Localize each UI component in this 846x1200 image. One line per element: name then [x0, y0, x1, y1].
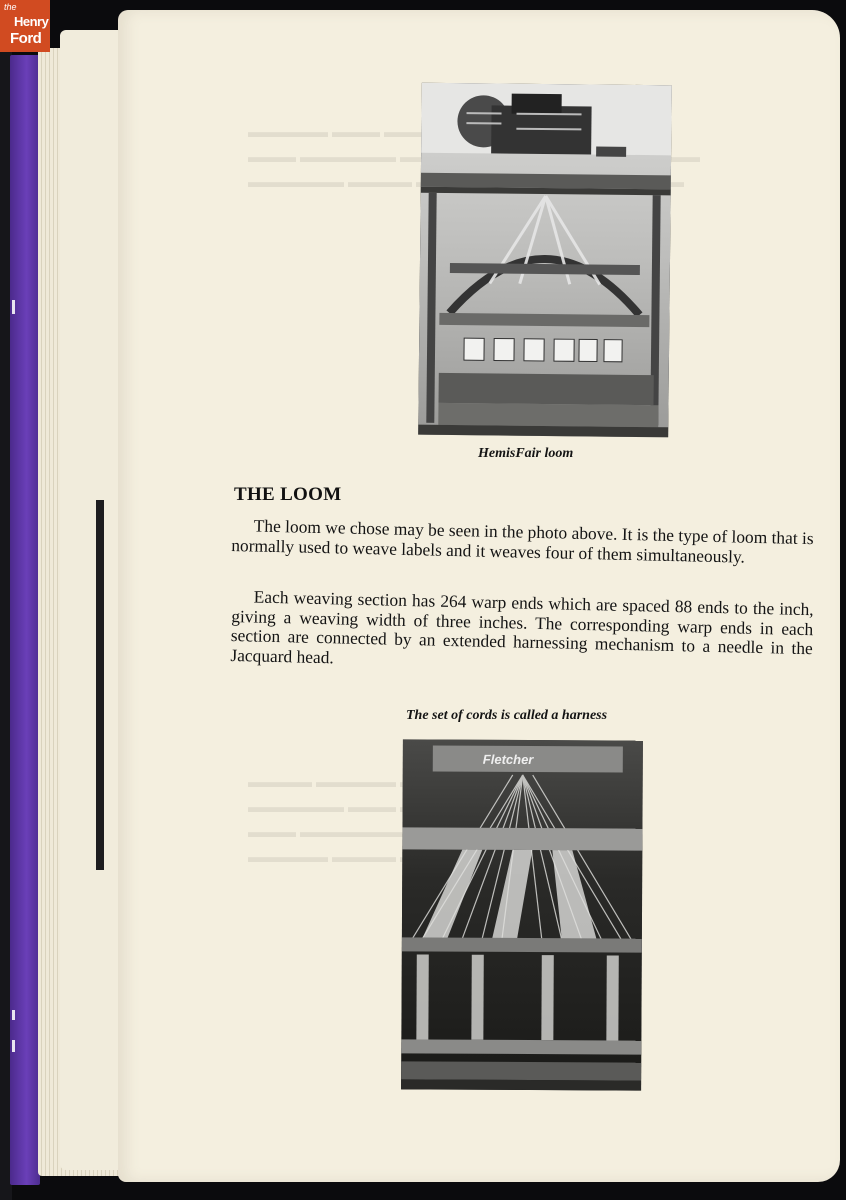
- paragraph: The loom we chose may be seen in the photo above. It is the type of loom that is normally used to weave labels and it weaves four of them simultaneously.: [231, 515, 814, 567]
- page-gap-shadow: [96, 500, 104, 870]
- hemisfair-loom-photo: [418, 83, 672, 438]
- fletcher-nameplate: Fletcher: [482, 751, 534, 768]
- paragraph: Each weaving section has 264 warp ends which are spaced 88 ends to the inch, giving a weaving width of three inches. The corresponding warp ends in each section are connected by an extended harnessing mechanism to a needle in the Jacquard head.: [230, 586, 814, 668]
- harness-photo: [401, 739, 643, 1090]
- cover-mark: [12, 300, 15, 314]
- body-text-2: [230, 587, 814, 679]
- section-heading: THE LOOM: [234, 484, 342, 505]
- top-photo-caption: HemisFair loom: [478, 446, 574, 461]
- harness-illustration: [401, 739, 643, 1090]
- henry-ford-logo: the Henry Ford: [0, 0, 50, 52]
- bottom-photo-caption: The set of cords is called a harness: [406, 708, 608, 723]
- loom-illustration: [418, 83, 672, 438]
- cover-mark: [12, 1040, 15, 1052]
- cover-mark: [12, 1010, 15, 1020]
- book-page: ▬▬▬▬▬ ▬▬▬ ▬▬▬▬ ▬▬▬ ▬▬▬▬▬▬ ▬▬ ▬▬▬▬▬▬ ▬▬▬▬ ▬▬▬▬ ▬▬▬▬▬ ▬▬▬▬▬▬ ▬▬▬ ▬▬▬ ▬▬▬▬▬▬▬ ▬▬▬▬▬ ▬▬▬▬: [118, 10, 840, 1182]
